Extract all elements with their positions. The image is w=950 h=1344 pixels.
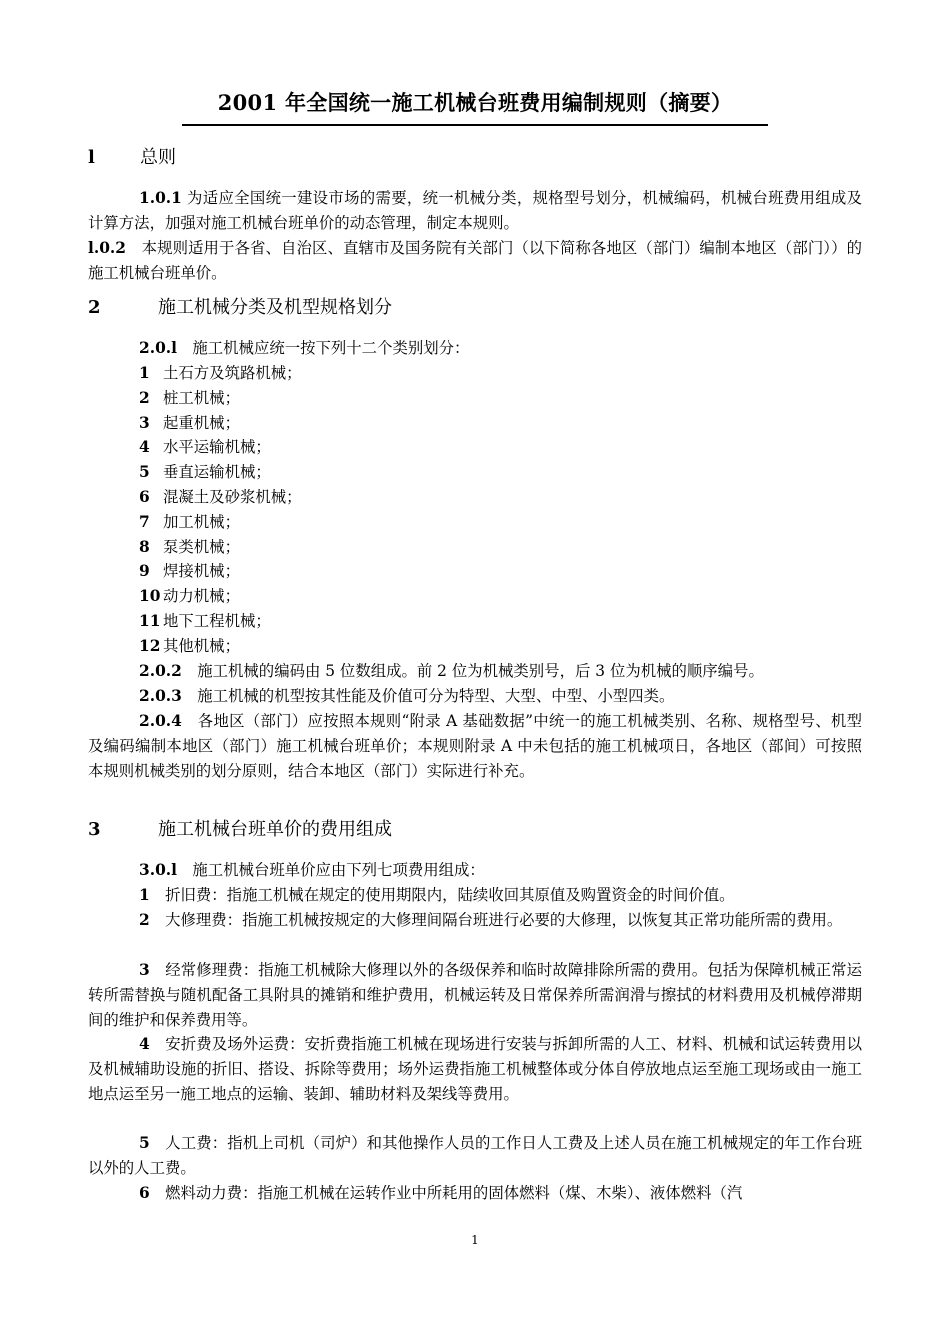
item-number: 4 [139, 1035, 150, 1053]
list-item [139, 485, 302, 510]
item-number: 3 [139, 961, 150, 979]
paragraph-3-0-1 [88, 858, 862, 883]
paragraph-2-0-1 [88, 336, 862, 361]
clause-text: 施工机械应统一按下列十二个类别划分： [176, 339, 470, 357]
clause-text: 施工机械的机型按其性能及价值可分为特型、大型、中型、小型四类。 [181, 687, 675, 705]
list-item-number: 11 [139, 612, 161, 630]
list-item [139, 609, 271, 634]
paragraph-2-0-3 [88, 684, 862, 709]
cost-item [88, 1032, 862, 1106]
section-title: 施工机械分类及机型规格划分 [158, 297, 392, 318]
item-text: 经常修理费：指施工机械除大修理以外的各级保养和临时故障排除所需的费用。包括为保障机械正常运转所需替换与随机配备工具附具的摊销和维护费用，机械运转及日常保养所需润滑与擦拭的材料费用及机械停滞期间的维护和保养费用等。 [88, 961, 862, 1029]
item-number: 2 [139, 911, 150, 929]
clause-number: l.0.2 [88, 239, 126, 257]
list-item-number: 6 [139, 488, 150, 506]
list-item-number: 3 [139, 414, 150, 432]
clause-text: 施工机械的编码由 5 位数组成。前 2 位为机械类别号，后 3 位为机械的顺序编号。 [181, 662, 764, 680]
paragraph-2-0-4 [88, 709, 862, 783]
list-item-number: 5 [139, 463, 150, 481]
paragraph-1-0-1 [88, 186, 862, 236]
clause-text: 施工机械台班单价应由下列七项费用组成： [176, 861, 485, 879]
paragraph-2-0-2 [88, 659, 862, 684]
clause-number: 2.0.4 [139, 712, 182, 730]
section-1-heading [88, 144, 176, 172]
item-number: 6 [139, 1184, 150, 1202]
cost-item [88, 1181, 862, 1206]
list-item [139, 460, 271, 485]
clause-text: 本规则适用于各省、自治区、直辖市及国务院有关部门（以下简称各地区（部门）编制本地区（部门））的施工机械台班单价。 [88, 239, 862, 282]
cost-item [88, 908, 862, 933]
list-item-text: 桩工机械； [163, 389, 240, 407]
list-item [139, 435, 271, 460]
list-item-text: 土石方及筑路机械； [163, 364, 302, 382]
list-item-number: 2 [139, 389, 150, 407]
list-item-number: 8 [139, 538, 150, 556]
list-item-text: 泵类机械； [163, 538, 240, 556]
section-number: 2 [88, 297, 101, 318]
list-item-number: 1 [139, 364, 150, 382]
item-text: 人工费：指机上司机（司炉）和其他操作人员的工作日人工费及上述人员在施工机械规定的年工作台班以外的人工费。 [88, 1134, 862, 1177]
item-text: 大修理费：指施工机械按规定的大修理间隔台班进行必要的大修理，以恢复其正常功能所需的费用。 [149, 911, 843, 929]
clause-text: 为适应全国统一建设市场的需要，统一机械分类，规格型号划分，机械编码，机械台班费用组成及计算方法，加强对施工机械台班单价的动态管理，制定本规则。 [88, 189, 862, 232]
list-item-number: 12 [139, 637, 161, 655]
list-item-text: 动力机械； [163, 587, 240, 605]
list-item [139, 411, 240, 436]
clause-number: 2.0.l [139, 339, 177, 357]
clause-number: 2.0.2 [139, 662, 182, 680]
list-item-number: 10 [139, 587, 161, 605]
list-item-number: 7 [139, 513, 150, 531]
document-title: 2001 年全国统一施工机械台班费用编制规则（摘要） [217, 90, 733, 115]
list-item-text: 混凝土及砂浆机械； [163, 488, 302, 506]
section-number: l [88, 147, 95, 168]
clause-number: 2.0.3 [139, 687, 182, 705]
section-2-heading [88, 294, 392, 322]
clause-text: 各地区（部门）应按照本规则“附录 A 基础数据”中统一的施工机械类别、名称、规格型号、机型及编码编制本地区（部门）施工机械台班单价；本规则附录 A 中未包括的施工机械项日，各地区（部间）可按照本规则机械类别的划分原则，结合本地区（部门）实际进行补充。 [88, 712, 862, 780]
list-item-text: 水平运输机械； [163, 438, 271, 456]
section-3-heading [88, 816, 392, 844]
list-item-text: 加工机械； [163, 513, 240, 531]
section-title: 总则 [140, 147, 176, 168]
item-number: 1 [139, 886, 150, 904]
item-text: 燃料动力费：指施工机械在运转作业中所耗用的固体燃料（煤、木柴）、液体燃料（汽 [149, 1184, 743, 1202]
title-underline [182, 124, 768, 126]
item-text: 安折费及场外运费：安折费指施工机械在现场进行安装与拆卸所需的人工、材料、机械和试运转费用以及机械辅助设施的折旧、搭设、拆除等费用；场外运费指施工机械整体或分体自停放地点运至施工现场或由一施工地点运至另一施工地点的运输、装卸、辅助材料及架线等费用。 [88, 1035, 862, 1103]
list-item-text: 焊接机械； [163, 562, 240, 580]
section-number: 3 [88, 819, 101, 840]
clause-number: 1.0.1 [139, 189, 182, 207]
list-item [139, 510, 240, 535]
cost-item [88, 1131, 862, 1181]
list-item-text: 地下工程机械； [163, 612, 271, 630]
page-number: 1 [471, 1233, 479, 1247]
list-item [139, 361, 302, 386]
list-item-text: 起重机械； [163, 414, 240, 432]
list-item-text: 其他机械； [163, 637, 240, 655]
section-title: 施工机械台班单价的费用组成 [158, 819, 392, 840]
item-number: 5 [139, 1134, 150, 1152]
list-item [139, 535, 240, 560]
paragraph-1-0-2 [88, 236, 862, 286]
list-item-number: 4 [139, 438, 150, 456]
list-item [139, 559, 240, 584]
clause-number: 3.0.l [139, 861, 177, 879]
cost-item [88, 958, 862, 1032]
list-item-number: 9 [139, 562, 150, 580]
list-item [139, 386, 240, 411]
item-text: 折旧费：指施工机械在规定的使用期限内，陆续收回其原值及购置资金的时间价值。 [149, 886, 735, 904]
list-item [139, 634, 240, 659]
cost-item [88, 883, 862, 908]
list-item [139, 584, 240, 609]
list-item-text: 垂直运输机械； [163, 463, 271, 481]
